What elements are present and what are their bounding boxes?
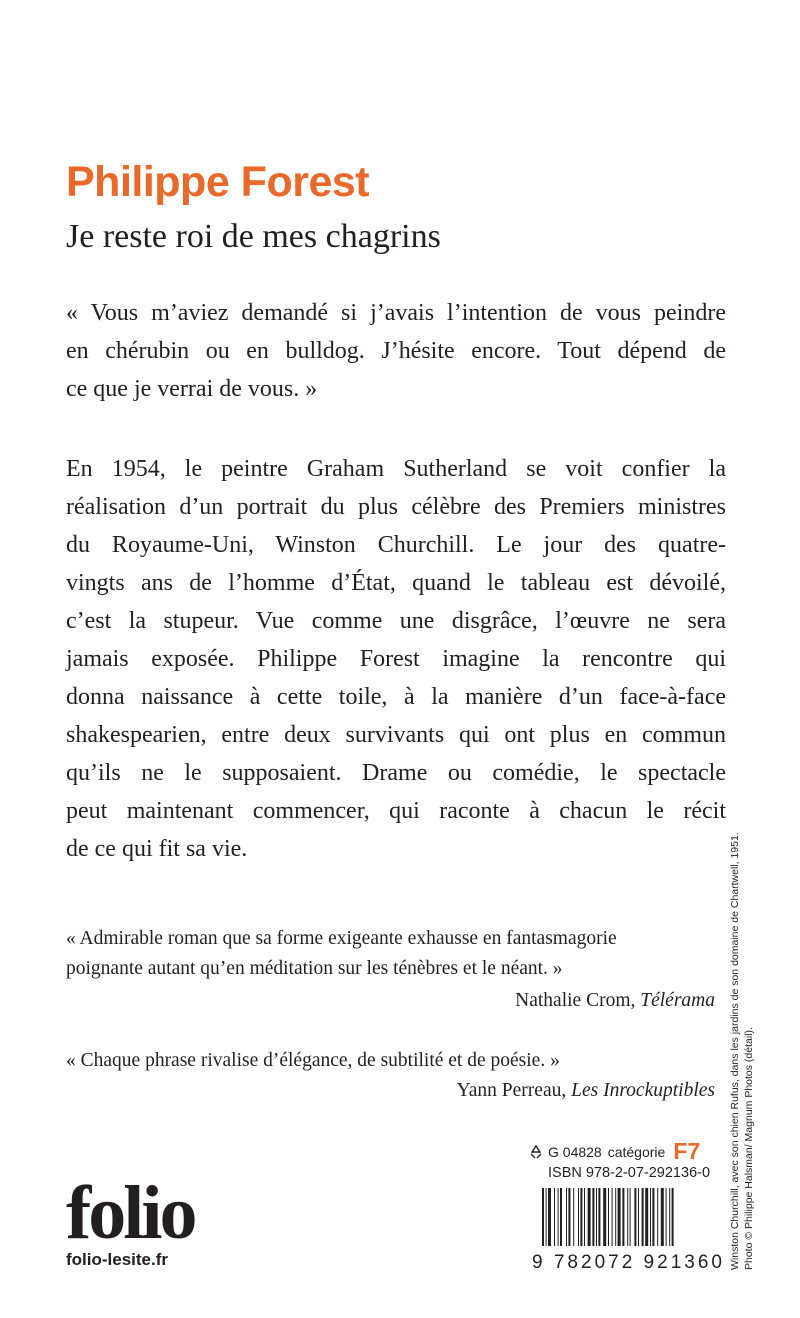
summary-line: En 1954, le peintre Graham Sutherland se voit confier la	[66, 456, 726, 482]
epigraph-line: ce que je verrai de vous. »	[66, 376, 318, 402]
summary-line: vingts ans de l’homme d’État, quand le tableau est dévoilé,	[66, 570, 726, 596]
barcode-bar	[622, 1188, 624, 1246]
barcode-bar	[618, 1188, 621, 1246]
barcode-bar	[566, 1188, 567, 1246]
summary-line: shakespearien, entre deux survivants qui ont plus en commun	[66, 722, 726, 748]
photo-credit-line: Photo © Philippe Halsman/ Magnum Photos (détail).	[743, 1027, 755, 1270]
barcode-bar	[608, 1188, 609, 1246]
catalog-line	[528, 1138, 700, 1165]
barcode-bar	[634, 1188, 636, 1246]
catalog-code: G 04828	[548, 1143, 602, 1160]
barcode-bar	[568, 1188, 570, 1246]
epigraph-line: en chérubin ou en bulldog. J’hésite encore. Tout dépend de	[66, 338, 726, 364]
summary-line: réalisation d’un portrait du plus célèbre des Premiers ministres	[66, 494, 726, 520]
category-label: catégorie	[607, 1143, 666, 1160]
barcode-bar	[596, 1188, 597, 1246]
critic-name: Yann Perreau,	[456, 1080, 567, 1101]
barcode-bar	[650, 1188, 651, 1246]
barcode-bar	[573, 1188, 574, 1246]
outlet-name: Les Inrockuptibles	[571, 1080, 715, 1101]
barcode-bar	[638, 1188, 639, 1246]
recycle-icon	[528, 1144, 544, 1160]
barcode-bar	[657, 1188, 658, 1246]
barcode	[532, 1188, 722, 1270]
barcode-bar	[645, 1188, 648, 1246]
barcode-bar	[584, 1188, 585, 1246]
review-line: « Chaque phrase rivalise d’élégance, de subtilité et de poésie. »	[66, 1050, 560, 1071]
critic-name: Nathalie Crom,	[515, 990, 636, 1011]
review-quote	[66, 924, 726, 984]
barcode-bar	[612, 1188, 613, 1246]
barcode-bar	[548, 1188, 551, 1246]
summary-line: de ce qui fit sa vie.	[66, 836, 248, 862]
barcode-bar	[554, 1188, 555, 1246]
review-line: poignante autant qu’en méditation sur les ténèbres et le néant. »	[66, 958, 563, 979]
summary-line: jamais exposée. Philippe Forest imagine la rencontre qui	[66, 646, 726, 672]
review-quote	[66, 1046, 726, 1076]
barcode-bar	[558, 1188, 559, 1246]
outlet-name: Télérama	[640, 990, 715, 1011]
isbn: ISBN 978-2-07-292136-0	[548, 1165, 711, 1181]
barcode-bar	[661, 1188, 664, 1246]
barcode-bar	[592, 1188, 594, 1246]
barcode-bar	[666, 1188, 667, 1246]
review-attribution	[457, 1080, 715, 1102]
barcode-bar	[542, 1188, 544, 1246]
photo-credit-line: Winston Churchill, avec son chien Rufus, dans les jardins de son domaine de Chartwell, 1951.	[729, 832, 741, 1270]
category-code: F7	[673, 1138, 701, 1164]
review-attribution	[515, 990, 715, 1012]
epigraph	[66, 294, 726, 408]
barcode-bar	[580, 1188, 582, 1246]
author-name: Philippe Forest	[66, 158, 370, 206]
summary	[66, 450, 726, 868]
folio-logo: folio	[66, 1171, 195, 1255]
barcode-bar	[598, 1188, 600, 1246]
barcode-bar	[652, 1188, 654, 1246]
summary-line: qu’ils ne le supposaient. Drame ou comédie, le spectacle	[66, 760, 726, 786]
barcode-bar	[546, 1188, 547, 1246]
barcode-bar	[630, 1188, 631, 1246]
review-line: « Admirable roman que sa forme exigeante exhausse en fantasmagorie	[66, 928, 617, 949]
photo-credit	[728, 832, 756, 1270]
epigraph-line: « Vous m’aviez demandé si j’avais l’intention de vous peindre	[66, 300, 726, 326]
publisher-website[interactable]: folio-lesite.fr	[66, 1250, 169, 1269]
barcode-bar	[588, 1188, 591, 1246]
summary-line: peut maintenant commencer, qui raconte à chacun le récit	[66, 798, 726, 824]
barcode-digits: 9 782072 921360	[532, 1252, 722, 1270]
barcode-bar	[642, 1188, 644, 1246]
summary-line: du Royaume-Uni, Winston Churchill. Le jour des quatre-	[66, 532, 726, 558]
barcode-bar	[672, 1188, 674, 1246]
barcode-bar	[615, 1188, 616, 1246]
book-title: Je reste roi de mes chagrins	[66, 218, 441, 255]
barcode-bar	[603, 1188, 606, 1246]
barcode-bar	[627, 1188, 628, 1246]
barcode-bars	[542, 1188, 674, 1246]
barcode-bar	[578, 1188, 579, 1246]
barcode-bar	[560, 1188, 562, 1246]
barcode-bar	[669, 1188, 670, 1246]
summary-line: donna naissance à cette toile, à la manière d’un face-à-face	[66, 684, 726, 710]
summary-line: c’est la stupeur. Vue comme une disgrâce, l’œuvre ne sera	[66, 608, 726, 634]
